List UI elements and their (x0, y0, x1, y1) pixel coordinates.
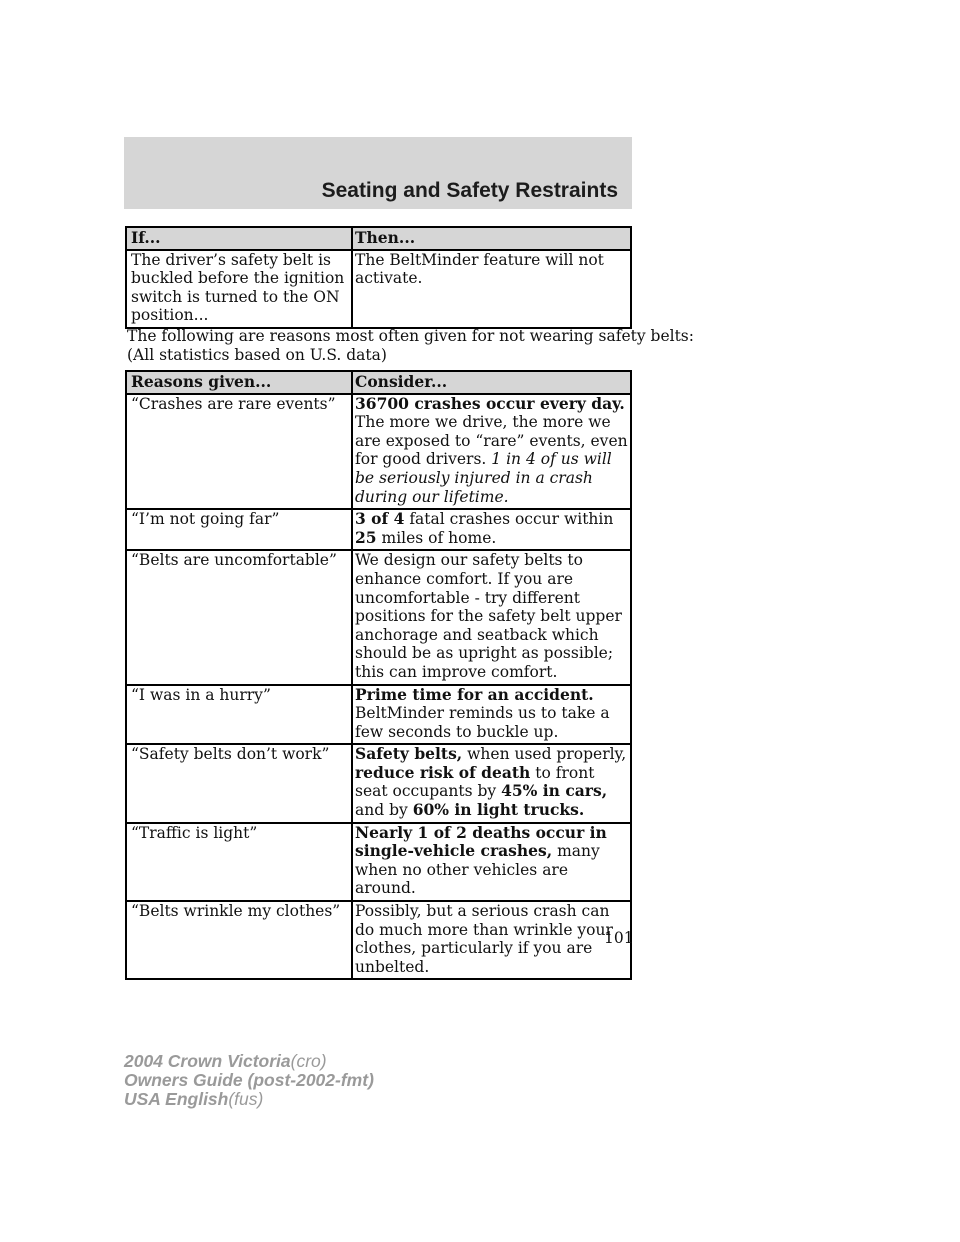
reasons-column-header: Reasons given... (126, 371, 352, 394)
table-row (126, 744, 631, 822)
consider-cell (352, 823, 631, 901)
consider-cell (352, 744, 631, 822)
consider-text-segment: to front seat occupants by (355, 763, 595, 801)
footer-title: Owners Guide (post-2002-fmt) (124, 1070, 374, 1090)
table-header-row (126, 371, 631, 394)
intro-line: The following are reasons most often given for not wearing safety belts: (127, 327, 694, 345)
consider-text-segment: when used properly, (467, 745, 627, 764)
reasons-table-body (126, 394, 631, 980)
reason-cell: “Safety belts don’t work” (126, 744, 352, 822)
reason-cell: “Belts are uncomfortable” (126, 550, 352, 684)
consider-cell (352, 550, 631, 684)
consider-cell (352, 394, 631, 510)
reasons-table (125, 370, 632, 980)
section-header-band (124, 137, 632, 209)
consider-text-segment: fatal crashes occur within (409, 510, 614, 529)
document-footer (124, 1052, 374, 1109)
footer-code: (cro) (290, 1051, 327, 1071)
intro-paragraph (127, 327, 694, 364)
consider-text-segment: We design our safety belts to enhance comfort. If you are uncomfortable - try different positions for the safety belt upper anchorage and seatback which should be as upright as possible; this can improve comfort. (355, 551, 622, 681)
consider-text-segment: BeltMinder reminds us to take a few seconds to buckle up. (355, 704, 610, 741)
then-column-header: Then... (352, 227, 631, 250)
footer-line (124, 1052, 374, 1071)
consider-text-segment: Prime time for an accident. (355, 684, 594, 704)
intro-note: (All statistics based on U.S. data) (127, 345, 387, 364)
consider-text-segment: Safety belts, (355, 744, 463, 764)
section-title: Seating and Safety Restraints (321, 179, 618, 202)
result-cell: The BeltMinder feature will not activate. (352, 250, 631, 328)
consider-text-segment: 36700 crashes occur every day. (355, 393, 625, 413)
if-column-header: If... (126, 227, 352, 250)
reason-cell: “Traffic is light” (126, 823, 352, 901)
footer-title: USA English (124, 1089, 229, 1109)
table-row (126, 550, 631, 684)
consider-text-segment: reduce risk of death (355, 762, 531, 782)
reason-cell: “I’m not going far” (126, 509, 352, 550)
consider-cell (352, 509, 631, 550)
footer-line (124, 1090, 374, 1109)
table-row (126, 823, 631, 901)
table-row (126, 685, 631, 745)
consider-cell (352, 685, 631, 745)
consider-text-segment: Possibly, but a serious crash can do much more than wrinkle your clothes, particularly if you are unbelted. (355, 902, 613, 976)
footer-code: (fus) (228, 1089, 264, 1109)
consider-text-segment: and by (355, 801, 408, 820)
table-row (126, 394, 631, 510)
consider-text-segment: Nearly 1 of 2 deaths occur in single-vehicle crashes, (355, 822, 607, 861)
if-then-table (125, 226, 632, 329)
consider-text-segment: 1 in 4 of us will be seriously injured in a crash during our lifetime. (355, 450, 612, 506)
footer-line (124, 1071, 374, 1090)
consider-text-segment: 3 of 4 (355, 509, 405, 529)
consider-text-segment: The more we drive, the more we are exposed to “rare” events, even for good drivers. (355, 413, 628, 469)
consider-text-segment: miles of home. (381, 528, 497, 547)
consider-text-segment: 60% in light trucks. (412, 800, 585, 820)
condition-cell: The driver’s safety belt is buckled before the ignition switch is turned to the ON position... (126, 250, 352, 328)
consider-text-segment: many when no other vehicles are around. (355, 842, 600, 898)
table-row (126, 901, 631, 979)
table-row (126, 250, 631, 328)
table-header-row (126, 227, 631, 250)
page-number: 101 (604, 929, 634, 947)
reason-cell: “Belts wrinkle my clothes” (126, 901, 352, 979)
reason-cell: “I was in a hurry” (126, 685, 352, 745)
consider-cell (352, 901, 631, 979)
footer-title: 2004 Crown Victoria (124, 1051, 291, 1071)
table-row (126, 509, 631, 550)
consider-column-header: Consider... (352, 371, 631, 394)
consider-text-segment: 25 (355, 527, 377, 547)
consider-text-segment: 45% in cars, (501, 781, 608, 801)
reason-cell: “Crashes are rare events” (126, 394, 352, 510)
